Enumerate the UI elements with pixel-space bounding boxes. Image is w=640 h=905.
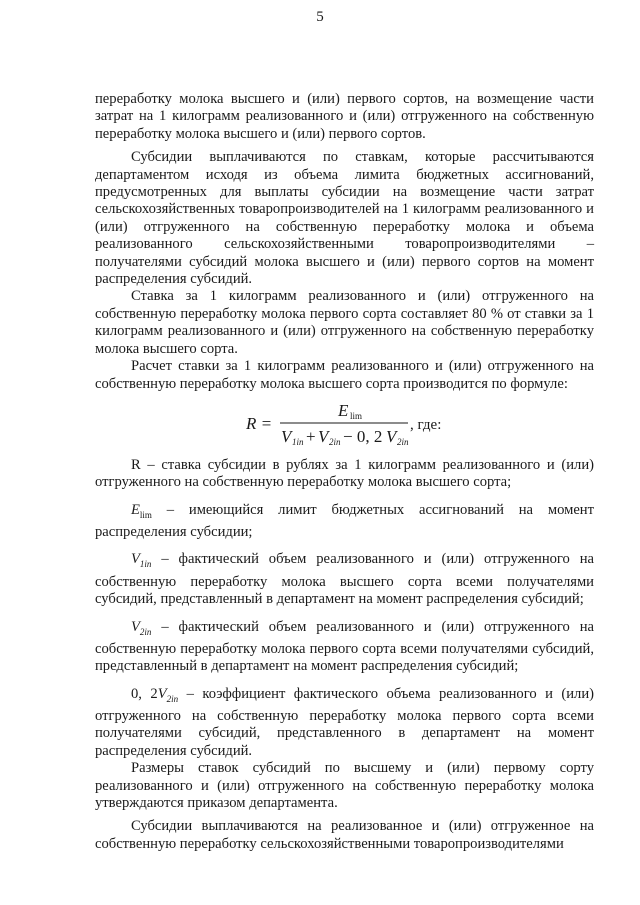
symbol-e-sub: lim [139,509,152,520]
definition-coefficient [95,686,594,761]
definition-v1 [95,551,594,608]
definition-e [95,502,594,542]
symbol-e [131,502,152,518]
symbol-coefficient-letter: V [157,685,167,702]
definition-v1-text: – фактический объем реализованного и (или) отгруженного на собственную переработку молока высшего сорта всеми получателями субсидий, представленный в департамент на момент распределения субсидий; [95,551,595,608]
symbol-v1 [131,551,152,570]
formula-den-v1-sub: 1in [291,436,304,447]
paragraph-first-grade-rate: Ставка за 1 килограмм реализованного и (или) отгруженного на собственную переработку молока первого сорта составляет 80 % от ставки за 1 килограмм реализованного и (или) отгруженного на собственную переработку молока высшего сорта. [95,288,594,357]
paragraph-subsidy-payment: Субсидии выплачиваются на реализованное и (или) отгруженное на собственную переработку сельскохозяйственными товаропроизводителями [95,818,594,852]
formula-numerator: E [337,400,348,420]
formula-lhs: R = [245,413,272,433]
formula-den-plus: + [305,426,316,446]
definition-v2-text: – фактический объем реализованного и (или) отгруженного на собственную переработку молока первого сорта всеми получателями субсидий, представленный в департамент на момент распределения субсидий; [95,618,595,675]
rate-formula [95,395,594,451]
symbol-v2 [131,619,151,635]
paragraph-continuation: переработку молока высшего и (или) первого сортов, на возмещение части затрат на 1 килограмм реализованного и (или) отгруженного на собственную переработку молока высшего и (или) первого сортов. [95,91,594,142]
symbol-coefficient-number: 0, 2 [131,685,158,702]
paragraph-rate-approval: Размеры ставок субсидий по высшему и (или) первому сорту реализованного и (или) отгруженного на собственную переработку молока утверждаются приказом департамента. [95,760,594,812]
symbol-v2-letter: V [131,618,140,635]
definition-e-text: – имеющийся лимит бюджетных ассигнований на момент распределения субсидии; [95,501,594,541]
document-body [95,91,594,853]
formula-trail: , где: [409,416,441,433]
formula-den-v2b: V [385,426,396,446]
definition-v2 [95,619,594,676]
symbol-v1-letter: V [131,551,140,568]
formula-svg [240,396,450,450]
formula-den-v2b-sub: 2in [396,436,409,447]
symbol-coefficient [131,686,178,702]
formula-numerator-sub: lim [349,410,362,421]
page-number: 5 [316,9,324,25]
definition-coefficient-text: – коэффициент фактического объема реализованного и (или) отгруженного на собственную переработку молока первого сорта всеми получателями субсидий, представленного в департамент на момент распределения субсидий. [95,685,595,759]
formula-den-minus: − 0, 2 [342,426,382,446]
definition-r: R – ставка субсидии в рублях за 1 килограмм реализованного и (или) отгруженного на собственную переработку молока высшего сорта; [95,456,594,491]
symbol-e-letter: E [131,501,140,518]
formula-den-v2-sub: 2in [328,436,341,447]
symbol-v1-sub: 1in [139,559,152,570]
paragraph-subsidy-rates: Субсидии выплачиваются по ставкам, которые рассчитываются департаментом исходя из объема лимита бюджетных ассигнований, предусмотренных для выплаты субсидии на возмещение части затрат сельскохозяйственных товаропроизводителей на 1 килограмм реализованного и (или) отгруженного на собственную переработку молока и объема реализованного сельскохозяйственными товаропроизводителями – получателями субсидий молока высшего и (или) первого сортов на момент распределения субсидий. [95,149,594,288]
symbol-v2-sub: 2in [139,626,152,637]
symbol-coefficient-sub: 2in [166,693,179,704]
formula-den-v1: V [280,426,291,446]
formula-den-v2: V [317,426,328,446]
paragraph-formula-intro: Расчет ставки за 1 килограмм реализованного и (или) отгруженного на собственную переработку молока высшего сорта производится по формуле: [95,358,594,392]
